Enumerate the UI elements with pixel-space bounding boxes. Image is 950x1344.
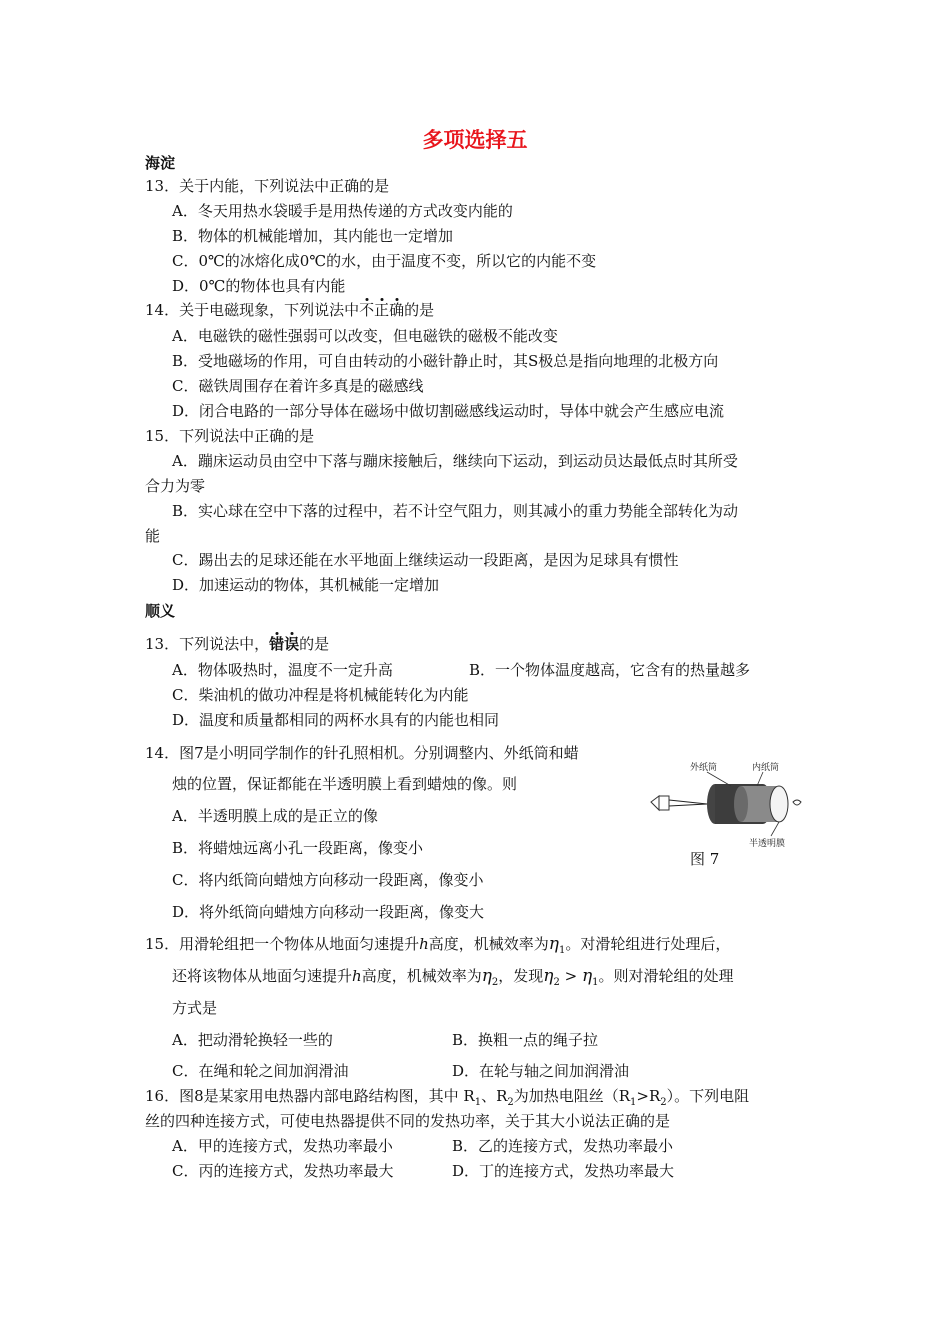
text: >R <box>636 1087 661 1105</box>
sy-question-15-stem <box>145 934 730 961</box>
sy-question-13-stem-tail: 的是 <box>299 635 330 653</box>
emphasis-char: 不 <box>359 301 375 319</box>
subscript: 1 <box>592 977 599 988</box>
subscript: 1 <box>558 945 566 956</box>
question-14-option-d: D．闭合电路的一部分导体在磁场中做切割磁感线运动时，导体中就会产生感应电流 <box>172 402 725 420</box>
text: 。对滑轮组进行处理后， <box>565 935 731 953</box>
question-14-option-b: B．受地磁场的作用，可自由转动的小磁针静止时，其S极总是指向地理的北极方向 <box>172 352 719 370</box>
sy-question-14-option-a: A．半透明膜上成的是正立的像 <box>172 807 378 825</box>
text: 为加热电阻丝（R <box>513 1087 631 1105</box>
variable-h: h <box>352 967 362 985</box>
pinhole-camera-figure <box>645 760 815 850</box>
sy-question-16-stem-cont: 丝的四种连接方式，可使电热器提供不同的发热功率，关于其大小说法正确的是 <box>145 1112 671 1130</box>
text: 高度，机械效率为 <box>428 935 549 953</box>
question-15-option-a: A．蹦床运动员由空中下落与蹦床接触后，继续向下运动，到运动员达最低点时其所受 <box>172 452 738 470</box>
text: 高度，机械效率为 <box>361 967 482 985</box>
text: ）。下列电阻 <box>666 1087 750 1105</box>
sy-question-14-option-d: D．将外纸筒向蜡烛方向移动一段距离，像变大 <box>172 903 485 921</box>
subscript: 1 <box>630 1097 637 1108</box>
question-15-option-a-cont: 合力为零 <box>145 477 206 495</box>
question-14-stem-tail: 的是 <box>404 301 435 319</box>
sy-question-13-option-c: C．柴油机的做功冲程是将机械能转化为内能 <box>172 686 469 704</box>
sy-question-14-stem: 14．图7是小明同学制作的针孔照相机。分别调整内、外纸筒和蜡 <box>145 744 579 762</box>
emphasis-char: 错 <box>269 635 285 653</box>
question-15-stem: 15．下列说法中正确的是 <box>145 427 315 445</box>
emphasis-char: 误 <box>284 635 300 653</box>
section-heading-shunyi: 顺义 <box>145 602 176 620</box>
sy-question-14-option-c: C．将内纸筒向蜡烛方向移动一段距离，像变小 <box>172 871 484 889</box>
sy-question-15-option-c: C．在绳和轮之间加润滑油 <box>172 1062 349 1080</box>
inner-tube-label: 内纸筒 <box>752 763 780 773</box>
question-14-stem-text: 14．关于电磁现象，下列说法中 <box>145 301 360 319</box>
sy-question-14-stem-cont: 烛的位置，保证都能在半透明膜上看到蜡烛的像。则 <box>172 775 518 793</box>
subscript: 1 <box>474 1097 482 1108</box>
text: 。则对滑轮组的处理 <box>598 967 734 985</box>
subscript: 2 <box>507 1097 514 1108</box>
section-heading-haidian: 海淀 <box>145 154 176 172</box>
sy-question-13-stem <box>145 634 329 654</box>
question-14-option-c: C．磁铁周围存在着许多真是的磁感线 <box>172 377 424 395</box>
sy-question-16-option-c: C．丙的连接方式，发热功率最大 <box>172 1162 394 1180</box>
text: 15．用滑轮组把一个物体从地面匀速提升 <box>145 935 420 953</box>
subscript: 2 <box>553 977 560 988</box>
sy-question-15-option-b: B．换粗一点的绳子拉 <box>452 1031 599 1049</box>
sy-question-13-stem-text: 13．下列说法中， <box>145 635 270 653</box>
symbol-eta: η <box>548 934 559 954</box>
page-title: 多项选择五 <box>422 128 528 152</box>
sy-question-16-stem <box>145 1086 749 1113</box>
variable-h: h <box>419 935 429 953</box>
emphasis-char: 正 <box>374 301 390 319</box>
question-13-option-a: A．冬天用热水袋暖手是用热传递的方式改变内能的 <box>172 202 513 220</box>
question-13-option-b: B．物体的机械能增加，其内能也一定增加 <box>172 227 454 245</box>
text: 还将该物体从地面匀速提升 <box>172 967 353 985</box>
text: ，发现 <box>498 967 544 985</box>
text: 16．图8是某家用电热器内部电路结构图，其中 R <box>145 1087 475 1105</box>
sy-question-15-option-a: A．把动滑轮换轻一些的 <box>172 1031 333 1049</box>
question-15-option-b: B．实心球在空中下落的过程中，若不计空气阻力，则其减小的重力势能全部转化为动 <box>172 502 739 520</box>
sy-question-13-option-a: A．物体吸热时，温度不一定升高 <box>172 661 393 679</box>
film-label: 半透明膜 <box>749 839 786 849</box>
sy-question-16-option-b: B．乙的连接方式，发热功率最小 <box>452 1137 674 1155</box>
greater-than: > <box>559 967 582 985</box>
question-15-option-b-cont: 能 <box>145 527 161 545</box>
emphasis-char: 确 <box>389 301 405 319</box>
sy-question-13-option-b: B．一个物体温度越高，它含有的热量越多 <box>469 661 751 679</box>
sy-question-13-option-d: D．温度和质量都相同的两杯水具有的内能也相同 <box>172 711 500 729</box>
sy-question-15-option-d: D．在轮与轴之间加润滑油 <box>452 1062 630 1080</box>
question-13-option-c: C．0℃的冰熔化成0℃的水，由于温度不变，所以它的内能不变 <box>172 252 597 270</box>
subscript: 2 <box>491 977 499 988</box>
symbol-eta: η <box>581 966 593 986</box>
sy-question-14-option-b: B．将蜡烛远离小孔一段距离，像变小 <box>172 839 424 857</box>
sy-question-15-stem-cont <box>172 966 734 993</box>
sy-question-15-stem-end: 方式是 <box>172 999 218 1017</box>
subscript: 2 <box>660 1097 667 1108</box>
symbol-eta: η <box>481 966 492 986</box>
question-13-option-d: D．0℃的物体也具有内能 <box>172 277 346 295</box>
question-15-option-c: C．踢出去的足球还能在水平地面上继续运动一段距离，是因为足球具有惯性 <box>172 551 679 569</box>
text: 、R <box>481 1087 508 1105</box>
question-14-stem <box>145 300 434 320</box>
question-13-stem: 13．关于内能，下列说法中正确的是 <box>145 177 390 195</box>
sy-question-16-option-d: D．丁的连接方式，发热功率最大 <box>452 1162 675 1180</box>
question-15-option-d: D．加速运动的物体，其机械能一定增加 <box>172 576 440 594</box>
symbol-eta: η <box>543 966 554 986</box>
outer-tube-label: 外纸筒 <box>690 763 718 773</box>
figure-caption: 图 7 <box>690 850 720 868</box>
question-14-option-a: A．电磁铁的磁性强弱可以改变，但电磁铁的磁极不能改变 <box>172 327 558 345</box>
sy-question-16-option-a: A．甲的连接方式，发热功率最小 <box>172 1137 393 1155</box>
